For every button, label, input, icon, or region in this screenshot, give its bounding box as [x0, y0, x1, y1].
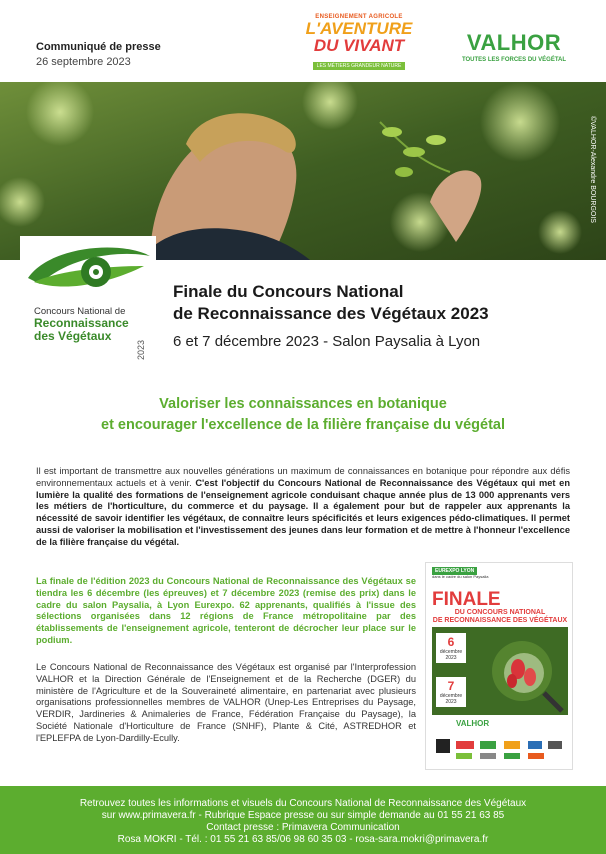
poster-date-2	[436, 677, 466, 707]
photo-credit	[584, 116, 598, 256]
paragraph-finale: La finale de l'édition 2023 du Concours National de Reconnaissance des Végétaux se tiendra les 6 décembre (les épreuves) et 7 décembre 2023 (remise des prix) dans le cadre du salon Paysalia, à Lyon Eurexpo. 62 apprenants, qualifiés à l'issue des sélections organisées dans 12 régions de France métropolitaine par des établissements de l'enseignement agricole, tenteront de décrocher leur place sur le podium.	[36, 576, 416, 645]
poster-valhor-logo: VALHOR	[456, 719, 490, 728]
poster-tag: EUREXPO LYON	[432, 567, 477, 575]
title-line2: de Reconnaissance des Végétaux 2023	[173, 304, 489, 323]
cnrv-logo-line3: des Végétaux	[34, 329, 112, 343]
paragraph-intro-bold: C'est l'objectif du Concours National de Reconnaissance des Végétaux qui met en lumière la qualité des formations de l'enseignement agricole conduisant chaque année plus de 13 000 apprenants vers les métiers de l'horticulture, du commerce et du paysage. Il a également pour but de rappeler aux apprenants la nécessité de savoir identifier les végétaux, de connaître leurs spécificités et leurs exigences pédo-climatiques. Il permet aussi de valoriser la mobilisation et l'investissement des jeunes dans leur formation et de mettre à l'honneur l'excellence de la filière française du végétal.	[36, 477, 571, 547]
page-title	[173, 281, 573, 350]
poster-subtitle	[432, 609, 568, 625]
footer-line1: Retrouvez toutes les informations et visuels du Concours National de Reconnaissance des Végétaux	[79, 798, 527, 809]
hero-photo	[0, 82, 606, 260]
poster-date-1	[436, 633, 466, 663]
poster-date-2-day: 7	[447, 679, 455, 693]
aventure-logo-line1: L'AVENTURE	[305, 19, 413, 38]
headline-line2: et encourager l'excellence de la filière française du végétal	[101, 417, 505, 433]
aventure-du-vivant-logo	[302, 14, 416, 72]
photo-credit-text: ©VALHOR-Alexandre BOURGOIS	[589, 116, 596, 223]
press-release-label: Communiqué de presse	[36, 41, 161, 53]
footer-line2: sur www.primavera.fr - Rubrique Espace presse ou sur simple demande au 01 55 21 63 85	[101, 810, 505, 821]
header	[0, 0, 606, 82]
event-poster	[425, 562, 573, 770]
valhor-logo-name: VALHOR	[466, 30, 562, 55]
poster-date-1-label: décembre 2023	[439, 649, 463, 661]
aventure-logo-top: ENSEIGNEMENT AGRICOLE	[315, 14, 403, 20]
cnrv-logo-text	[34, 306, 144, 343]
valhor-logo-tagline: TOUTES LES FORCES DU VÉGÉTAL	[461, 57, 567, 63]
title-line1: Finale du Concours National	[173, 282, 404, 301]
cnrv-logo-line1: Concours National de	[34, 306, 126, 317]
press-release-date: 26 septembre 2023	[36, 56, 131, 68]
poster-sub-line1: DU CONCOURS NATIONAL	[454, 609, 546, 616]
cnrv-logo-year: 2023	[136, 339, 146, 360]
paragraph-intro-normal: Il est important de transmettre aux nouvelles générations un maximum de connaissances en botanique pour répondre aux défis environnementaux actuels et à venir.	[36, 466, 570, 488]
aventure-logo-bottom: LES MÉTIERS GRANDEUR NATURE	[313, 62, 406, 70]
poster-sub-line2: DE RECONNAISSANCE DES VÉGÉTAUX	[432, 617, 568, 624]
footer-line3: Contact presse : Primavera Communication	[206, 822, 400, 833]
poster-tag-sub: dans le cadre du salon Paysalia	[432, 574, 489, 579]
headline-line1: Valoriser les connaissances en botanique	[159, 396, 447, 412]
footer	[0, 786, 606, 854]
poster-date-1-day: 6	[447, 635, 455, 649]
poster-finale: FINALE	[432, 589, 501, 610]
cnrv-logo-line2: Reconnaissance	[34, 316, 129, 330]
valhor-logo	[452, 30, 576, 63]
paragraph-intro	[36, 466, 570, 549]
paragraph-organizers: Le Concours National de Reconnaissance des Végétaux est organisé par l'Interprofession VALHOR et la Direction Générale de l'Enseignement et de la Recherche (DGER) du ministère de l'Agriculture et de la Souveraineté alimentaire, en partenariat avec plusieurs organisations professionnelles membres de VALHOR (Unep-Les Entreprises du Paysage, VERDIR, Jardineries & Animaleries de France, Fédération Française du Paysage), la Société Nationale d'Horticulture de France (SNHF), Plante & Cité, ASTREDHOR et l'EPLEFPA de Lyon-Dardilly-Ecully.	[36, 662, 416, 743]
aventure-logo-line2: DU VIVANT	[313, 36, 405, 55]
poster-date-2-label: décembre 2023	[439, 693, 463, 705]
title-subtitle: 6 et 7 décembre 2023 - Salon Paysalia à Lyon	[173, 333, 481, 350]
footer-line4: Rosa MOKRI - Tél. : 01 55 21 63 85/06 98 60 35 03 - rosa-sara.mokri@primavera.fr	[117, 834, 489, 845]
poster-partner-logos	[434, 735, 566, 765]
eye-icon	[20, 236, 156, 306]
headline	[40, 394, 566, 436]
hero-photo-image	[0, 82, 606, 260]
